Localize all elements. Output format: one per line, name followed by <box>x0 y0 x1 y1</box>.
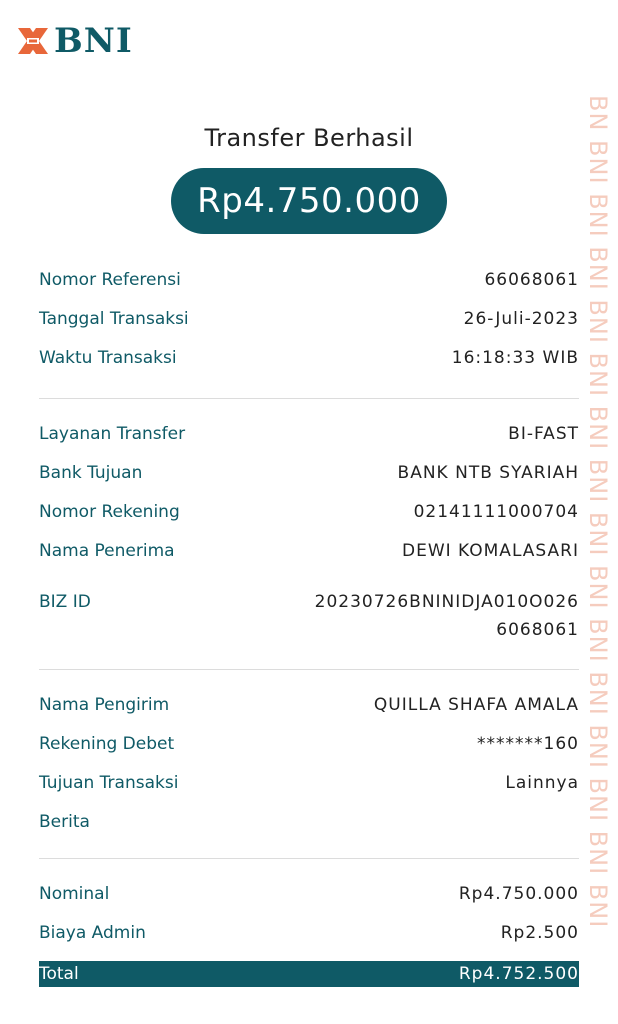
row-nama-pengirim <box>39 695 579 721</box>
label-waktu-transaksi: Waktu Transaksi <box>39 348 177 368</box>
row-rekening-debet <box>39 734 579 760</box>
row-berita <box>39 812 579 838</box>
value-nama-pengirim: QUILLA SHAFA AMALA <box>373 695 579 715</box>
label-rekening-debet: Rekening Debet <box>39 734 175 754</box>
value-layanan-transfer: BI-FAST <box>508 424 579 444</box>
value-nominal: Rp4.750.000 <box>458 884 579 904</box>
value-bank-tujuan: BANK NTB SYARIAH <box>397 463 579 483</box>
label-layanan-transfer: Layanan Transfer <box>39 424 186 444</box>
value-rekening-debet: *******160 <box>477 734 579 754</box>
value-biz-id-line2: 6068061 <box>496 620 579 640</box>
label-biz-id: BIZ ID <box>39 592 91 612</box>
row-biaya-admin <box>39 923 579 949</box>
row-nominal <box>39 884 579 910</box>
row-nomor-referensi <box>39 270 579 296</box>
divider <box>39 858 579 859</box>
bni-logo <box>16 21 133 61</box>
row-bank-tujuan <box>39 463 579 489</box>
transfer-amount-badge: Rp4.750.000 <box>171 168 447 234</box>
value-tujuan-transaksi: Lainnya <box>505 773 579 793</box>
bni-logo-text: BNI <box>54 21 133 61</box>
value-total: Rp4.752.500 <box>458 964 579 984</box>
label-tujuan-transaksi: Tujuan Transaksi <box>39 773 179 793</box>
label-tanggal-transaksi: Tanggal Transaksi <box>39 309 189 329</box>
row-waktu-transaksi <box>39 348 579 374</box>
value-biaya-admin: Rp2.500 <box>500 923 579 943</box>
label-berita: Berita <box>39 812 90 832</box>
label-nominal: Nominal <box>39 884 110 904</box>
value-tanggal-transaksi: 26-Juli-2023 <box>463 309 579 329</box>
value-nomor-referensi: 66068061 <box>484 270 579 290</box>
bni-logo-icon <box>16 24 50 58</box>
label-nama-pengirim: Nama Pengirim <box>39 695 170 715</box>
divider <box>39 398 579 399</box>
label-biaya-admin: Biaya Admin <box>39 923 146 943</box>
row-tujuan-transaksi <box>39 773 579 799</box>
divider <box>39 669 579 670</box>
value-nomor-rekening: 02141111000704 <box>413 502 579 522</box>
row-tanggal-transaksi <box>39 309 579 335</box>
value-waktu-transaksi: 16:18:33 WIB <box>451 348 579 368</box>
value-biz-id-line1: 20230726BNINIDJA010O026 <box>314 592 579 612</box>
label-nomor-rekening: Nomor Rekening <box>39 502 180 522</box>
row-biz-id <box>39 592 579 646</box>
watermark-text: BN BNI BNI BNI BNI BNI BNI BNI BNI BNI BNI BNI BNI BNI BNI BNI <box>584 95 612 929</box>
label-nama-penerima: Nama Penerima <box>39 541 175 561</box>
label-bank-tujuan: Bank Tujuan <box>39 463 143 483</box>
row-layanan-transfer <box>39 424 579 450</box>
label-nomor-referensi: Nomor Referensi <box>39 270 181 290</box>
value-nama-penerima: DEWI KOMALASARI <box>401 541 579 561</box>
page-title: Transfer Berhasil <box>204 124 414 152</box>
row-total <box>39 961 579 987</box>
label-total: Total <box>39 964 79 984</box>
row-nomor-rekening <box>39 502 579 528</box>
row-nama-penerima <box>39 541 579 567</box>
